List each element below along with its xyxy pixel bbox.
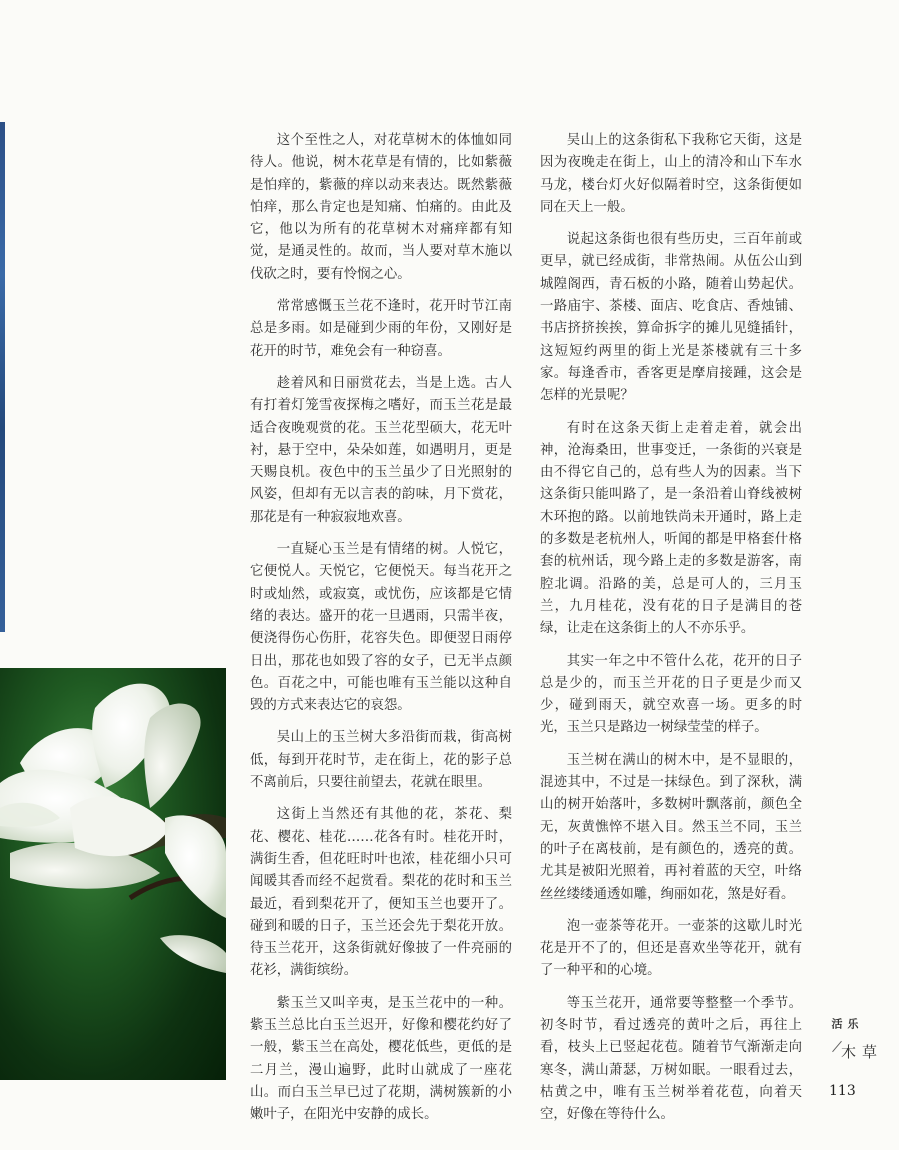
paragraph: 泡一壶茶等花开。一壶茶的这歇儿时光花是开不了的，但还是喜欢坐等花开，就有了一种平和的心境。 [540,918,802,979]
paragraph: 有时在这条天街上走着走着，就会出神，沧海桑田，世事变迁，一条街的兴衰是由不得它自己的，总有些人为的因素。当下这条街只能叫路了，是一条沿着山脊线被树木环抱的路。以前地铁尚未开通时，路上走的多数是老杭州人，听闻的都是甲格套什格套的杭州话，现今路上走的多数是游客，南腔北调。沿路的美，总是可人的，三月玉兰，九月桂花，没有花的日子是满目的苍绿，让走在这条街上的人不亦乐乎。 [540,420,802,637]
paragraph: 这个至性之人，对花草树木的体恤如同待人。他说，树木花草是有情的，比如紫薇是怕痒的，紫薇的痒以动来表达。既然紫薇怕痒，那么肯定也是知痛、怕痛的。由此及它，他以为所有的花草树木对痛痒都有知觉，是通灵性的。故而，当人要对草木施以伐砍之时，要有怜悯之心。 [250,133,512,282]
text-column-right [540,130,802,1136]
magnolia-photo [0,668,226,1080]
page-number: 113 [829,1083,856,1099]
paragraph: 一直疑心玉兰是有情绪的树。人悦它，它便悦人。天悦它，它便悦天。每当花开之时或灿然，或寂寞，或忧伤，应该都是它情绪的表达。盛开的花一旦遇雨，只需半夜，便浇得伤心伤肝，花容失色。即便翌日雨停日出，那花也如毁了容的女子，已无半点颜色。百花之中，可能也唯有玉兰能以这种自毁的方式来表达它的哀怨。 [250,542,512,714]
paragraph: 其实一年之中不管什么花，花开的日子总是少的，而玉兰开花的日子更是少而又少，碰到雨天，就空欢喜一场。更多的时光，玉兰只是路边一树绿莹莹的样子。 [540,653,802,736]
paragraph: 紫玉兰又叫辛夷，是玉兰花中的一种。紫玉兰总比白玉兰迟开，好像和樱花约好了一般，紫玉兰在高处，樱花低些，更低的是二月兰，漫山遍野，此时山就成了一座花山。而白玉兰早已过了花期，满树簇新的小嫩叶子，在阳光中安静的成长。 [250,995,512,1123]
paragraph: 说起这条街也很有些历史，三百年前或更早，就已经成街，非常热闹。从伍公山到城隍阁西，青石板的小路，随着山势起伏。一路庙宇、茶楼、面店、吃食店、香烛铺、书店挤挤挨挨，算命拆字的摊儿见缝插针，这短短约两里的街上光是茶楼就有三十多家。每逢香市，香客更是摩肩接踵，这会是怎样的光景呢？ [540,232,802,404]
section-subtitle: 草木 [839,1044,878,1061]
paragraph: 等玉兰花开，通常要等整整一个季节。初冬时节，看过透亮的黄叶之后，再往上看，枝头上已竖起花苞。随着节气渐渐走向寒冬，满山萧瑟，万树如眠。一眼看过去，枯黄之中，唯有玉兰树举着花苞，向着天空，好像在等待什么。 [540,995,802,1123]
blue-edge-strip [0,122,5,632]
paragraph: 玉兰树在满山的树木中，是不显眼的，混迹其中，不过是一抹绿色。到了深秋，满山的树开始落叶，多数树叶飘落前，颜色全无，灰黄憔悴不堪入目。然玉兰不同，玉兰的叶子在离枝前，是有颜色的，透亮的黄。尤其是被阳光照着，再衬着蓝的天空，叶络丝丝缕缕通透如雕，绚丽如花，煞是好看。 [540,752,802,902]
paragraph: 这街上当然还有其他的花，茶花、梨花、樱花、桂花……花各有时。桂花开时，满街生香，但花旺时叶也浓，桂花细小只可闻暖其香而经不起赏看。梨花的花时和玉兰最近，看到梨花开了，便知玉兰也要开了。碰到和暖的日子，玉兰还会先于梨花开放。待玉兰花开，这条街就好像披了一件亮丽的花衫，满街缤纷。 [250,807,512,979]
paragraph: 常常感慨玉兰花不逢时，花开时节江南总是多雨。如是碰到少雨的年份，又刚好是花开的时节，难免会有一种窃喜。 [250,299,512,359]
text-column-left [250,130,512,1136]
section-title: 乐活 [830,1018,859,1030]
paragraph: 吴山上的玉兰树大多沿街而栽，街高树低，每到开花时节，走在街上，花的影子总不离前后，只要往前望去，花就在眼里。 [250,730,512,791]
paragraph: 趁着风和日丽赏花去，当是上选。古人有打着灯笼雪夜探梅之嗜好，而玉兰花是最适合夜晚观赏的花。玉兰花型硕大，花无叶衬，悬于空中，朵朵如莲，如遇明月，更是天赐良机。夜色中的玉兰虽少了日光照射的风姿，但却有无以言表的韵味，月下赏花，那花是有一种寂寂地欢喜。 [250,375,512,525]
paragraph: 吴山上的这条街私下我称它天街，这是因为夜晚走在街上，山上的清冷和山下车水马龙，楼台灯火好似隔着时空，这条街便如同在天上一般。 [540,133,802,215]
